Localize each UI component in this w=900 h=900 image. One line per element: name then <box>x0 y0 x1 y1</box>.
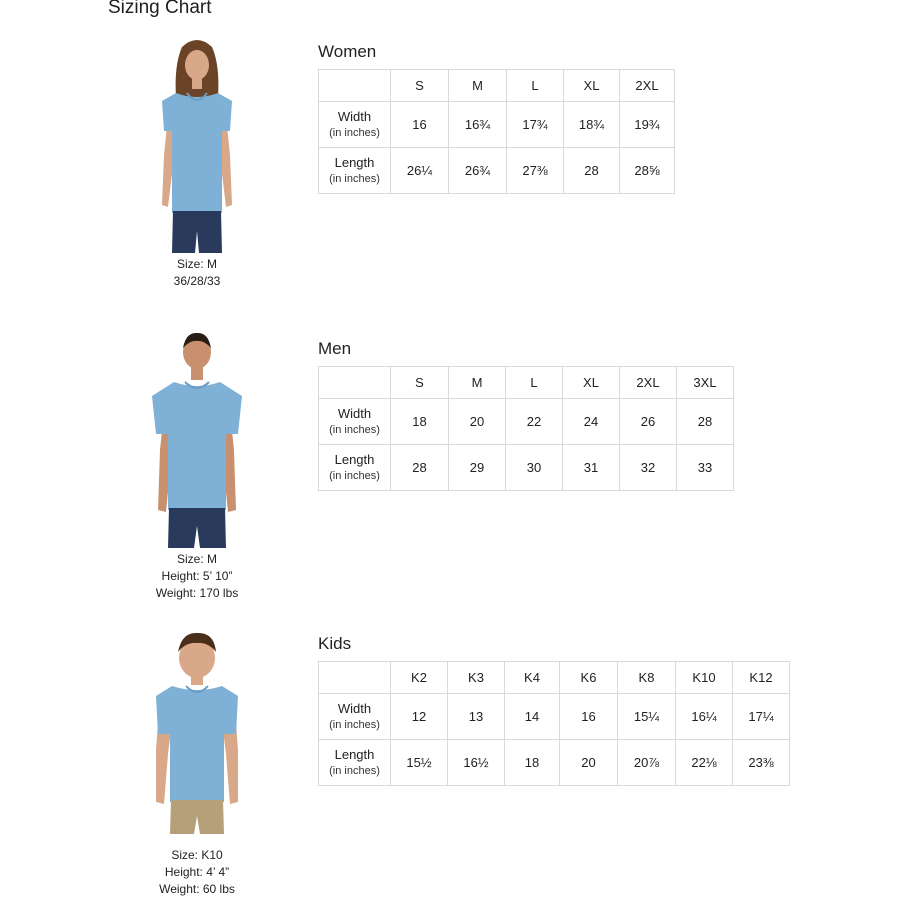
table-row-width <box>319 694 790 740</box>
size-header: K8 <box>618 662 676 694</box>
size-header: S <box>391 367 449 399</box>
table-row-length <box>319 148 675 194</box>
length-value: 15½ <box>391 740 448 786</box>
size-header: XL <box>564 70 620 102</box>
caption-weight: Weight: 170 lbs <box>155 586 239 600</box>
width-value: 16¾ <box>449 102 507 148</box>
length-value: 18 <box>505 740 560 786</box>
width-value: 18¾ <box>564 102 620 148</box>
size-header: K3 <box>448 662 505 694</box>
size-header: 2XL <box>620 367 677 399</box>
kids-model-caption <box>122 847 272 898</box>
size-header: K12 <box>733 662 790 694</box>
kids-size-table <box>318 661 790 786</box>
row-label-length <box>319 445 391 491</box>
width-value: 16 <box>560 694 618 740</box>
row-label-text: Width <box>337 406 372 421</box>
row-label-width <box>319 399 391 445</box>
boy-model-icon <box>142 630 252 855</box>
width-value: 13 <box>448 694 505 740</box>
caption-height: Height: 5’ 10” <box>161 569 233 583</box>
caption-weight: Weight: 60 lbs <box>159 882 235 896</box>
table-corner-cell <box>319 70 391 102</box>
table-header-row <box>319 70 675 102</box>
size-header: S <box>391 70 449 102</box>
size-header: M <box>449 367 506 399</box>
length-value: 28 <box>564 148 620 194</box>
caption-size: Size: M <box>176 257 217 271</box>
row-label-unit: (in inches) <box>329 765 380 777</box>
width-value: 26 <box>620 399 677 445</box>
row-label-unit: (in inches) <box>329 424 380 436</box>
kids-heading: Kids <box>318 634 352 653</box>
men-model-caption <box>122 551 272 602</box>
length-value: 32 <box>620 445 677 491</box>
length-value: 28 <box>391 445 449 491</box>
row-label-text: Width <box>337 109 372 124</box>
row-label-text: Length <box>334 452 375 467</box>
size-header: M <box>449 70 507 102</box>
width-value: 15¼ <box>618 694 676 740</box>
table-corner-cell <box>319 367 391 399</box>
size-header: K10 <box>676 662 733 694</box>
length-value: 27⅜ <box>507 148 564 194</box>
size-header: 2XL <box>620 70 675 102</box>
row-label-unit: (in inches) <box>329 719 380 731</box>
table-row-length <box>319 445 734 491</box>
table-header-row <box>319 662 790 694</box>
width-value: 16¼ <box>676 694 733 740</box>
length-value: 16½ <box>448 740 505 786</box>
table-row-width <box>319 399 734 445</box>
row-label-length <box>319 148 391 194</box>
size-header: L <box>506 367 563 399</box>
width-value: 16 <box>391 102 449 148</box>
width-value: 14 <box>505 694 560 740</box>
width-value: 17¾ <box>507 102 564 148</box>
women-model-caption <box>122 256 272 290</box>
row-label-width <box>319 694 391 740</box>
row-label-width <box>319 102 391 148</box>
women-size-table <box>318 69 675 194</box>
men-size-table <box>318 366 734 491</box>
page-title: Sizing Chart <box>108 0 212 18</box>
caption-size: Size: K10 <box>171 848 223 862</box>
row-label-text: Width <box>337 701 372 716</box>
woman-model-icon <box>142 35 252 260</box>
table-row-length <box>319 740 790 786</box>
length-value: 20 <box>560 740 618 786</box>
width-value: 22 <box>506 399 563 445</box>
women-heading: Women <box>318 42 377 61</box>
size-header: XL <box>563 367 620 399</box>
size-header: L <box>507 70 564 102</box>
length-value: 23⅜ <box>733 740 790 786</box>
width-value: 28 <box>677 399 734 445</box>
length-value: 30 <box>506 445 563 491</box>
width-value: 18 <box>391 399 449 445</box>
row-label-text: Length <box>334 747 375 762</box>
row-label-text: Length <box>334 155 375 170</box>
length-value: 26¾ <box>449 148 507 194</box>
man-model-icon <box>142 330 252 555</box>
length-value: 29 <box>449 445 506 491</box>
row-label-unit: (in inches) <box>329 173 380 185</box>
table-header-row <box>319 367 734 399</box>
length-value: 20⅞ <box>618 740 676 786</box>
row-label-unit: (in inches) <box>329 127 380 139</box>
table-corner-cell <box>319 662 391 694</box>
length-value: 33 <box>677 445 734 491</box>
size-header: K4 <box>505 662 560 694</box>
width-value: 17¼ <box>733 694 790 740</box>
size-header: 3XL <box>677 367 734 399</box>
width-value: 20 <box>449 399 506 445</box>
length-value: 28⅝ <box>620 148 675 194</box>
table-row-width <box>319 102 675 148</box>
caption-height: Height: 4’ 4” <box>164 865 230 879</box>
length-value: 31 <box>563 445 620 491</box>
caption-measurements: 36/28/33 <box>173 274 221 288</box>
size-header: K6 <box>560 662 618 694</box>
length-value: 22⅛ <box>676 740 733 786</box>
length-value: 26¼ <box>391 148 449 194</box>
width-value: 12 <box>391 694 448 740</box>
men-heading: Men <box>318 339 352 358</box>
width-value: 24 <box>563 399 620 445</box>
width-value: 19¾ <box>620 102 675 148</box>
size-header: K2 <box>391 662 448 694</box>
caption-size: Size: M <box>176 552 217 566</box>
row-label-unit: (in inches) <box>329 470 380 482</box>
row-label-length <box>319 740 391 786</box>
